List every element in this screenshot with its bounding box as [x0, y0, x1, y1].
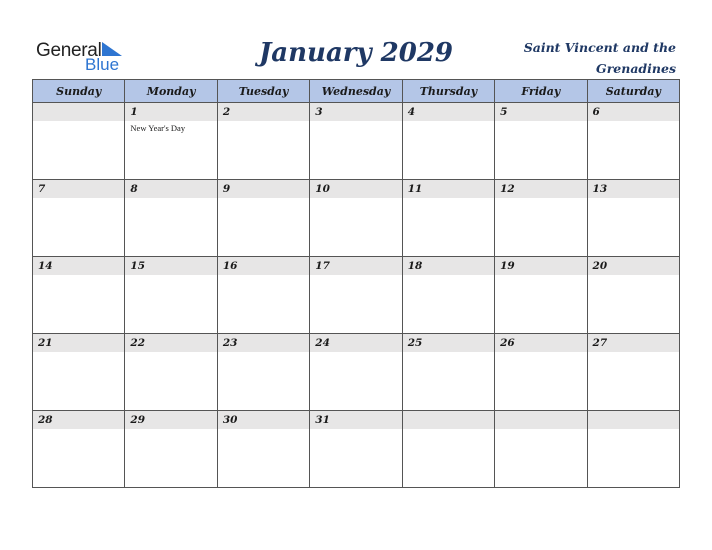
- day-header-bar: [33, 180, 124, 198]
- day-cell: [217, 180, 309, 257]
- day-header-bar: [403, 334, 494, 352]
- day-header-bar: [588, 103, 679, 121]
- day-number: 10: [315, 183, 330, 195]
- day-cell: [495, 257, 587, 334]
- day-cell: [125, 180, 217, 257]
- day-number: 23: [222, 337, 238, 349]
- week-row: [33, 103, 680, 180]
- day-number: 21: [38, 337, 53, 349]
- day-number: 27: [592, 337, 608, 349]
- empty-day-cell: [33, 103, 125, 180]
- day-header-bar: [588, 180, 679, 198]
- week-row: [33, 411, 680, 488]
- week-row: [33, 334, 680, 411]
- day-cell: [217, 103, 309, 180]
- day-cell: [495, 334, 587, 411]
- day-number: 19: [500, 260, 515, 272]
- day-header-bar: [310, 180, 401, 198]
- day-number: 20: [592, 260, 608, 272]
- day-number: 12: [500, 183, 515, 195]
- day-cell: [33, 180, 125, 257]
- weekday-header: Wednesday: [310, 80, 402, 103]
- day-number: 16: [222, 260, 238, 272]
- day-header-bar: [33, 257, 124, 275]
- week-row: [33, 180, 680, 257]
- day-cell: [310, 103, 402, 180]
- day-cell: [33, 411, 125, 488]
- day-header-bar: [403, 103, 494, 121]
- empty-day-cell: [495, 411, 587, 488]
- empty-day-cell: [587, 411, 679, 488]
- day-header-bar: [218, 411, 309, 429]
- day-header-bar: [495, 103, 586, 121]
- day-number: 29: [130, 414, 146, 426]
- day-number: 28: [38, 414, 53, 426]
- generalblue-logo: [36, 38, 136, 76]
- day-number: 17: [315, 260, 330, 272]
- day-header-bar: [125, 411, 216, 429]
- day-number: 8: [130, 183, 138, 195]
- day-number: 3: [315, 106, 323, 118]
- day-cell: [310, 257, 402, 334]
- day-number: 6: [592, 106, 600, 118]
- day-cell: [310, 180, 402, 257]
- day-header-bar: [125, 334, 216, 352]
- day-header-bar: [33, 103, 124, 121]
- calendar-grid: [32, 79, 680, 488]
- day-header-bar: [403, 180, 494, 198]
- day-header-bar: [125, 180, 216, 198]
- day-number: 13: [592, 183, 608, 195]
- day-number: 1: [130, 106, 138, 118]
- day-cell: [125, 411, 217, 488]
- day-header-bar: [33, 411, 124, 429]
- day-number: 4: [407, 106, 415, 118]
- day-cell: [587, 180, 679, 257]
- day-header-bar: [310, 257, 401, 275]
- day-number: 15: [130, 260, 146, 272]
- day-cell: [587, 334, 679, 411]
- day-header-bar: [495, 334, 586, 352]
- day-header-bar: [588, 411, 679, 429]
- weekday-header: Friday: [495, 80, 587, 103]
- day-cell: [587, 257, 679, 334]
- day-number: 30: [222, 414, 238, 426]
- day-header-bar: [218, 103, 309, 121]
- day-number: 24: [315, 337, 330, 349]
- day-number: 14: [38, 260, 53, 272]
- day-number: 2: [222, 106, 231, 118]
- day-header-bar: [495, 257, 586, 275]
- day-number: 18: [407, 260, 423, 272]
- day-cell: [495, 103, 587, 180]
- weekday-header: Saturday: [587, 80, 679, 103]
- day-number: 31: [315, 414, 330, 426]
- day-cell: [495, 180, 587, 257]
- weekday-header: Tuesday: [217, 80, 309, 103]
- weekday-header: Monday: [125, 80, 217, 103]
- day-header-bar: [588, 334, 679, 352]
- day-header-bar: [310, 103, 401, 121]
- week-row: [33, 257, 680, 334]
- day-number: 7: [38, 183, 46, 195]
- day-header-bar: [495, 411, 586, 429]
- day-cell: [217, 334, 309, 411]
- holiday-label: New Year's Day: [130, 123, 186, 133]
- day-cell: [402, 180, 494, 257]
- day-header-bar: [218, 334, 309, 352]
- day-cell: [402, 103, 494, 180]
- region-name: Saint Vincent and the Grenadines: [523, 40, 676, 76]
- day-cell: [310, 411, 402, 488]
- logo-word-blue: Blue: [85, 55, 120, 74]
- day-header-bar: [403, 257, 494, 275]
- logo-triangle-icon: [100, 42, 122, 56]
- day-header-bar: [125, 257, 216, 275]
- day-number: 9: [222, 183, 231, 195]
- day-cell: [125, 103, 217, 180]
- day-header-bar: [33, 334, 124, 352]
- weekday-header: Sunday: [33, 80, 125, 103]
- page-title: January 2029: [258, 38, 454, 68]
- day-number: 26: [500, 337, 515, 349]
- weekday-header-row: [33, 80, 680, 103]
- day-header-bar: [403, 411, 494, 429]
- day-cell: [310, 334, 402, 411]
- day-cell: [402, 334, 494, 411]
- day-cell: [33, 334, 125, 411]
- day-header-bar: [310, 411, 401, 429]
- day-header-bar: [588, 257, 679, 275]
- day-header-bar: [495, 180, 586, 198]
- day-number: 25: [407, 337, 423, 349]
- day-header-bar: [218, 257, 309, 275]
- day-number: 11: [407, 183, 423, 195]
- day-header-bar: [125, 103, 216, 121]
- day-number: 22: [130, 337, 146, 349]
- day-cell: [125, 334, 217, 411]
- day-cell: [125, 257, 217, 334]
- day-cell: [402, 257, 494, 334]
- day-cell: [33, 257, 125, 334]
- day-header-bar: [218, 180, 309, 198]
- day-cell: [217, 257, 309, 334]
- weekday-header: Thursday: [402, 80, 494, 103]
- day-header-bar: [310, 334, 401, 352]
- logo-word-general: General: [36, 40, 102, 61]
- day-cell: [217, 411, 309, 488]
- empty-day-cell: [402, 411, 494, 488]
- day-cell: [587, 103, 679, 180]
- day-number: 5: [500, 106, 508, 118]
